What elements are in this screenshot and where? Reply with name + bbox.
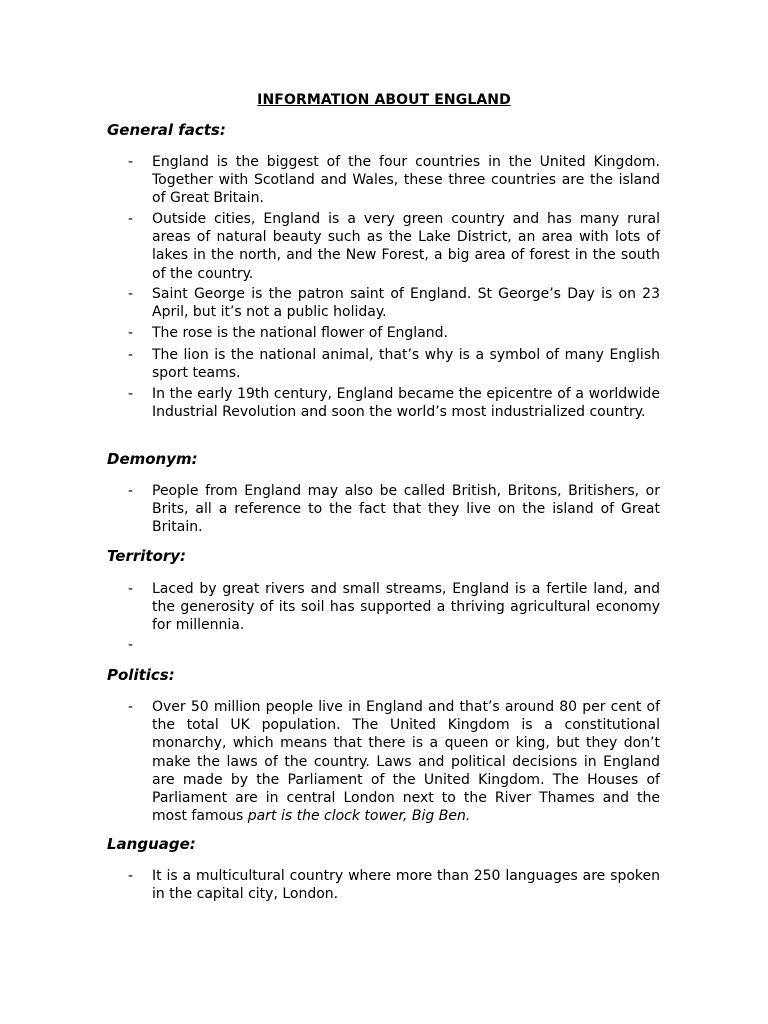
list-item-text: The rose is the national flower of England. [152, 325, 448, 341]
list-item-text [152, 698, 660, 825]
bullet-dash: - [128, 637, 134, 653]
document-title: INFORMATION ABOUT ENGLAND [257, 92, 511, 108]
bullet-dash: - [128, 154, 134, 170]
list-item-text: People from England may also be called British, Britons, Britishers, or Brits, all a reference to the fact that they live on the island of Great Britain. [152, 483, 660, 536]
list-item-text: The lion is the national animal, that’s why is a symbol of many English sport teams. [152, 347, 660, 382]
bullet-dash: - [128, 325, 134, 341]
section-heading-demonym: Demonym: [107, 450, 198, 468]
list-item-text: In the early 19th century, England became the epicentre of a worldwide Industrial Revolution and soon the world’s most industrialized country. [152, 386, 660, 421]
bullet-dash: - [128, 483, 134, 499]
section-heading-politics: Politics: [107, 666, 175, 684]
section-heading-territory: Territory: [107, 547, 187, 565]
section-heading-language: Language: [107, 835, 196, 853]
list-item-text-main: Over 50 million people live in England and that’s around 80 per cent of the total UK population. The United Kingdom is a constitutional monarchy, which means that there is a queen or king, but they don’t make the laws of the country. Laws and political decisions in England are made by the Parliament of the United Kingdom. The Houses of Parliament are in central London next to the River Thames and the most famous [152, 699, 660, 825]
bullet-dash: - [128, 699, 134, 715]
list-item-text: Outside cities, England is a very green country and has many rural areas of natural beauty such as the Lake District, an area with lots of lakes in the north, and the New Forest, a big area of forest in the south of the country. [152, 211, 660, 282]
list-item-text: It is a multicultural country where more than 250 languages are spoken in the capital city, London. [152, 868, 660, 903]
bullet-dash: - [128, 347, 134, 363]
list-item-text: England is the biggest of the four countries in the United Kingdom. Together with Scotland and Wales, these three countries are the island of Great Britain. [152, 154, 660, 207]
bullet-dash: - [128, 286, 134, 302]
list-item-text-italic: part is the clock tower, Big Ben. [247, 808, 471, 825]
bullet-dash: - [128, 868, 134, 884]
list-item-text: Laced by great rivers and small streams, England is a fertile land, and the generosity of its soil has supported a thriving agricultural economy for millennia. [152, 581, 660, 634]
section-heading-general-facts: General facts: [107, 121, 226, 139]
bullet-dash: - [128, 211, 134, 227]
bullet-dash: - [128, 386, 134, 402]
list-item-text: Saint George is the patron saint of England. St George’s Day is on 23 April, but it’s not a public holiday. [152, 286, 660, 321]
bullet-dash: - [128, 581, 134, 597]
